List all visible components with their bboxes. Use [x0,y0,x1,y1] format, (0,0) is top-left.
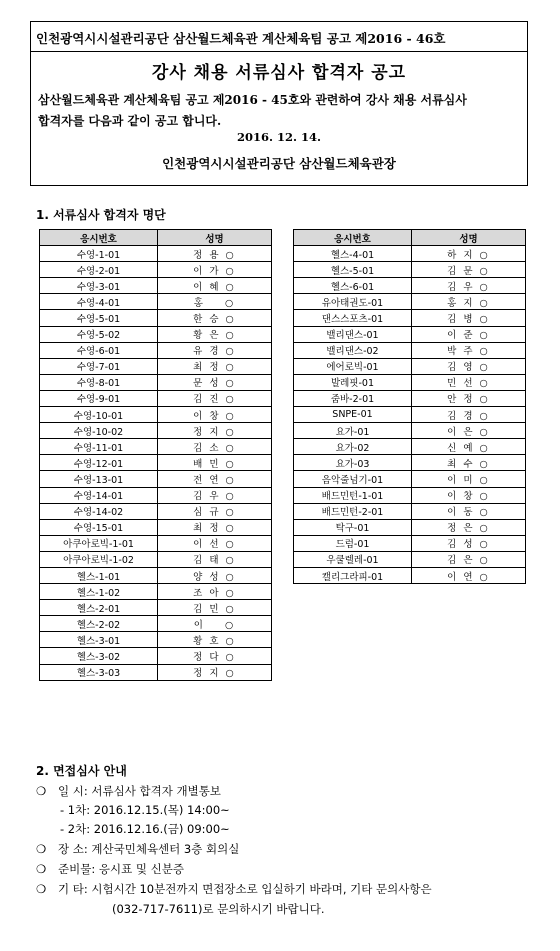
table-row [294,342,526,358]
applicant-name: 김 소 ○ [158,439,272,455]
table-row [40,262,272,278]
applicant-id: 헬스-3-02 [40,648,158,664]
applicant-name: 박 주 ○ [412,342,526,358]
applicant-name: 이 연 ○ [412,567,526,583]
applicant-id: 수영-14-01 [40,487,158,503]
col-header-id: 응시번호 [294,230,412,246]
applicant-name: 최 수 ○ [412,455,526,471]
header-divider [30,51,528,52]
table-row [40,471,272,487]
notice-number: 인천광역시시설관리공단 삼산월드체육관 계산체육팀 공고 제2016 - 46호 [36,31,446,46]
table-row [294,503,526,519]
applicant-name: 이 은 ○ [412,423,526,439]
applicant-id: 헬스-2-02 [40,616,158,632]
applicant-name: 안 정 ○ [412,390,526,406]
bullet-icon: ❍ [36,862,47,876]
table-row [40,439,272,455]
applicant-id: 댄스스포츠-01 [294,310,412,326]
table-row [40,519,272,535]
table-row [40,616,272,632]
applicant-id: 수영-8-01 [40,374,158,390]
applicant-name: 김 성 ○ [412,535,526,551]
roster-table-left [39,229,272,681]
section1-title: 1. 서류심사 합격자 명단 [36,208,166,222]
table-row [40,358,272,374]
applicant-name: 홍 지 ○ [412,294,526,310]
table-row [40,342,272,358]
applicant-name: 이 창 ○ [412,487,526,503]
col-header-name: 성명 [412,230,526,246]
applicant-name: 김 민 ○ [158,600,272,616]
table-row [294,262,526,278]
table-row [40,294,272,310]
table-row [40,407,272,423]
table-row [294,519,526,535]
applicant-id: 수영-9-01 [40,390,158,406]
applicant-id: 요가-03 [294,455,412,471]
applicant-id: 수영-3-01 [40,278,158,294]
bullet-icon: ❍ [36,784,47,798]
applicant-id: 탁구-01 [294,519,412,535]
applicant-name: 정 용 ○ [158,246,272,262]
applicant-name: 문 성 ○ [158,374,272,390]
applicant-id: 수영-5-01 [40,310,158,326]
table-row [294,567,526,583]
table-row [294,326,526,342]
bullet-icon: ❍ [36,842,47,856]
table-row [294,278,526,294]
col-header-id: 응시번호 [40,230,158,246]
table-row [294,535,526,551]
applicant-id: 유아태권도-01 [294,294,412,310]
applicant-id: 수영-2-01 [40,262,158,278]
applicant-name: 정 지 ○ [158,664,272,680]
info-etc [36,881,432,897]
applicant-id: 수영-4-01 [40,294,158,310]
table-row [294,374,526,390]
applicant-id: 헬스-1-01 [40,567,158,583]
table-row [40,648,272,664]
notice-date: 2016. 12. 14. [236,130,322,144]
applicant-name: 이 동 ○ [412,503,526,519]
table-row [40,326,272,342]
info-round2: - 2차: 2016.12.16.(금) 09:00~ [60,822,230,836]
info-place-text: 장 소: 계산국민체육센터 3층 회의실 [58,842,240,856]
applicant-name: 민 선 ○ [412,374,526,390]
table-row [40,246,272,262]
table-row [294,423,526,439]
table-row [40,423,272,439]
info-date-text: 일 시: 서류심사 합격자 개별통보 [58,784,221,798]
table-row [294,294,526,310]
applicant-name: 김 영 ○ [412,358,526,374]
applicant-id: 헬스-3-01 [40,632,158,648]
applicant-name: 한 승 ○ [158,310,272,326]
applicant-name: 황 호 ○ [158,632,272,648]
applicant-id: 아쿠아로빅-1-01 [40,535,158,551]
table-row [294,358,526,374]
applicant-id: 음악줄넘기-01 [294,471,412,487]
table-row [40,374,272,390]
table-row [294,310,526,326]
info-round1: - 1차: 2016.12.15.(목) 14:00~ [60,803,230,817]
applicant-name: 김 진 ○ [158,390,272,406]
table-row [294,551,526,567]
applicant-name: 정 지 ○ [158,423,272,439]
applicant-id: 수영-15-01 [40,519,158,535]
applicant-id: 헬스-5-01 [294,262,412,278]
notice-body-line2: 합격자를 다음과 같이 공고 합니다. [38,114,222,128]
table-row [40,567,272,583]
page-title: 강사 채용 서류심사 합격자 공고 [151,63,407,83]
applicant-id: 수영-14-02 [40,503,158,519]
table-row [294,439,526,455]
applicant-id: 수영-5-02 [40,326,158,342]
table-row [294,471,526,487]
applicant-id: 수영-10-02 [40,423,158,439]
applicant-id: 헬스-3-03 [40,664,158,680]
applicant-id: 헬스-6-01 [294,278,412,294]
applicant-id: 줌바-2-01 [294,390,412,406]
table-row [40,551,272,567]
table-row [294,455,526,471]
applicant-name: 유 경 ○ [158,342,272,358]
applicant-name: 이 선 ○ [158,535,272,551]
applicant-name: 홍 ○ [158,294,272,310]
notice-body [38,90,518,132]
applicant-id: 요가-02 [294,439,412,455]
applicant-id: 수영-10-01 [40,407,158,423]
applicant-name: 이 미 ○ [412,471,526,487]
table-row [40,503,272,519]
applicant-name: 이 가 ○ [158,262,272,278]
bullet-icon: ❍ [36,882,47,896]
roster-table-right [293,229,526,584]
table-row [40,390,272,406]
applicant-id: 발레핏-01 [294,374,412,390]
table-row [40,535,272,551]
applicant-id: 캘리그라피-01 [294,567,412,583]
notice-issuer: 인천광역시시설관리공단 삼산월드체육관장 [162,156,396,171]
applicant-id: 헬스-4-01 [294,246,412,262]
applicant-id: 밸리댄스-02 [294,342,412,358]
applicant-name: 김 병 ○ [412,310,526,326]
applicant-name: 양 성 ○ [158,567,272,583]
table-row [40,278,272,294]
table-row [40,664,272,680]
applicant-name: 신 예 ○ [412,439,526,455]
applicant-name: 조 아 ○ [158,584,272,600]
table-row [40,455,272,471]
info-place [36,841,239,857]
col-header-name: 성명 [158,230,272,246]
applicant-name: 최 정 ○ [158,358,272,374]
table-header-row [40,230,272,246]
applicant-name: 정 은 ○ [412,519,526,535]
info-prep [36,861,184,877]
section2-title: 2. 면접심사 안내 [36,764,127,778]
applicant-name: 김 우 ○ [412,278,526,294]
applicant-id: 수영-13-01 [40,471,158,487]
applicant-id: 배드민턴-1-01 [294,487,412,503]
table-row [294,487,526,503]
applicant-name: 김 태 ○ [158,551,272,567]
table-row [40,487,272,503]
applicant-id: 에어로빅-01 [294,358,412,374]
applicant-id: 수영-6-01 [40,342,158,358]
applicant-id: 우쿨렐레-01 [294,551,412,567]
table-row [40,632,272,648]
applicant-name: 김 우 ○ [158,487,272,503]
applicant-id: 헬스-2-01 [40,600,158,616]
notice-body-line1: 삼산월드체육관 계산체육팀 공고 제2016 - 45호와 관련하여 강사 채용 서류심사 [38,93,467,107]
applicant-id: 수영-11-01 [40,439,158,455]
applicant-id: 수영-12-01 [40,455,158,471]
applicant-id: SNPE-01 [294,407,412,423]
applicant-name: 황 은 ○ [158,326,272,342]
applicant-id: 배드민턴-2-01 [294,503,412,519]
applicant-name: 배 민 ○ [158,455,272,471]
applicant-name: 최 정 ○ [158,519,272,535]
table-row [294,407,526,423]
applicant-id: 수영-1-01 [40,246,158,262]
applicant-name: 이 ○ [158,616,272,632]
table-row [40,600,272,616]
applicant-id: 요가-01 [294,423,412,439]
info-date [36,783,221,799]
applicant-name: 김 은 ○ [412,551,526,567]
applicant-name: 이 준 ○ [412,326,526,342]
info-etc-line2: (032-717-7611)로 문의하시기 바랍니다. [112,902,325,916]
applicant-name: 하 지 ○ [412,246,526,262]
table-row [294,246,526,262]
applicant-name: 김 경 ○ [412,407,526,423]
applicant-id: 드럼-01 [294,535,412,551]
table-row [40,584,272,600]
applicant-id: 수영-7-01 [40,358,158,374]
info-prep-text: 준비물: 응시표 및 신분증 [58,862,184,876]
applicant-id: 헬스-1-02 [40,584,158,600]
applicant-name: 이 창 ○ [158,407,272,423]
applicant-id: 밸리댄스-01 [294,326,412,342]
table-header-row [294,230,526,246]
applicant-name: 김 문 ○ [412,262,526,278]
applicant-name: 정 다 ○ [158,648,272,664]
info-etc-text: 기 타: 시험시간 10분전까지 면접장소로 입실하기 바라며, 기타 문의사항은 [58,882,432,896]
applicant-name: 이 혜 ○ [158,278,272,294]
table-row [40,310,272,326]
applicant-name: 심 규 ○ [158,503,272,519]
applicant-name: 전 연 ○ [158,471,272,487]
applicant-id: 아쿠아로빅-1-02 [40,551,158,567]
table-row [294,390,526,406]
